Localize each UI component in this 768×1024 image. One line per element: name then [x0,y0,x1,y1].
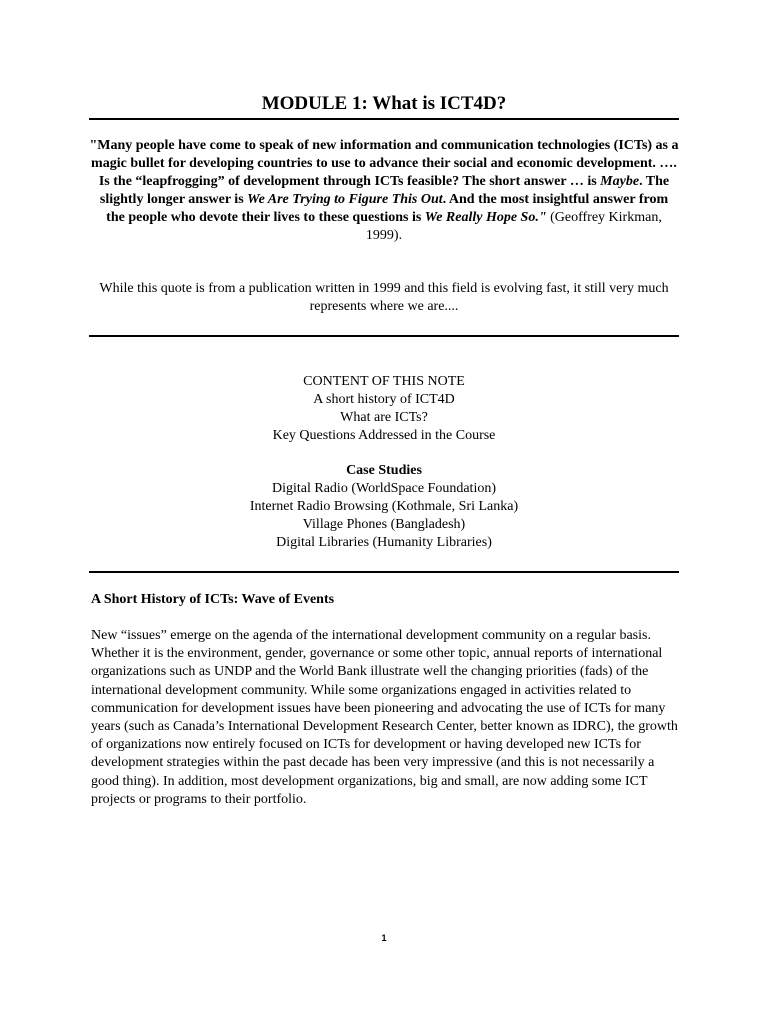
title-divider [89,118,679,120]
opening-quote [89,137,679,245]
contents-item: What are ICTs? [340,410,428,425]
contents-item: A short history of ICT4D [313,392,455,407]
quote-citation: (Geoffrey Kirkman, 1999). [365,210,662,243]
quote-emphasis-maybe: Maybe [600,174,640,189]
contents-heading: CONTENT OF THIS NOTE [303,374,465,389]
case-studies-heading: Case Studies [346,463,422,478]
quote-emphasis-trying: We Are Trying to Figure This Out [247,192,443,207]
quote-text-3: . And the most insightful answer from the people who devote their lives to these questions is [106,192,669,225]
contents-item: Key Questions Addressed in the Course [272,428,496,443]
intro-divider [89,335,679,337]
section-heading: A Short History of ICTs: Wave of Events [91,592,335,607]
table-of-contents [89,373,679,552]
page-title: MODULE 1: What is ICT4D? [261,93,507,114]
contents-divider [89,571,679,573]
case-study-item: Digital Radio (WorldSpace Foundation) [272,481,496,496]
page-number: 1 [381,933,387,943]
quote-text-2: . The slightly longer answer is [99,174,670,207]
case-study-item: Digital Libraries (Humanity Libraries) [276,535,492,550]
section-body: New “issues” emerge on the agenda of the international development community on a regular basis. Whether it is the environment, gender, governance or some other topic, annual reports of international organizations such as UNDP and the World Bank illustrate well the changing priorities (fads) of the international development community. While some organizations engaged in activities related to communication for development issues have been pioneering and advocating the use of ICTs for many years (such as Canada’s International Development Research Center, better known as IDRC), the growth of organizations now entirely focused on ICTs for development or having developed new ICTs for development strategies within the past decade has been very impressive (and this is not necessarily a good thing). In addition, most development organizations, big and small, are now adding some ICT projects or programs to their portfolio. [91,628,678,807]
quote-emphasis-hope: We Really Hope So." [424,210,547,225]
case-study-item: Village Phones (Bangladesh) [302,517,466,532]
intro-paragraph: While this quote is from a publication written in 1999 and this field is evolving fast, it still very much represents where we are.... [99,281,669,314]
case-study-item: Internet Radio Browsing (Kothmale, Sri Lanka) [249,499,519,514]
quote-text-1: "Many people have come to speak of new information and communication technologies (ICTs) as a magic bullet for developing countries to use to advance their social and economic development. …. Is the “leapfrogging” of development through ICTs feasible? The short answer … is [89,138,679,189]
